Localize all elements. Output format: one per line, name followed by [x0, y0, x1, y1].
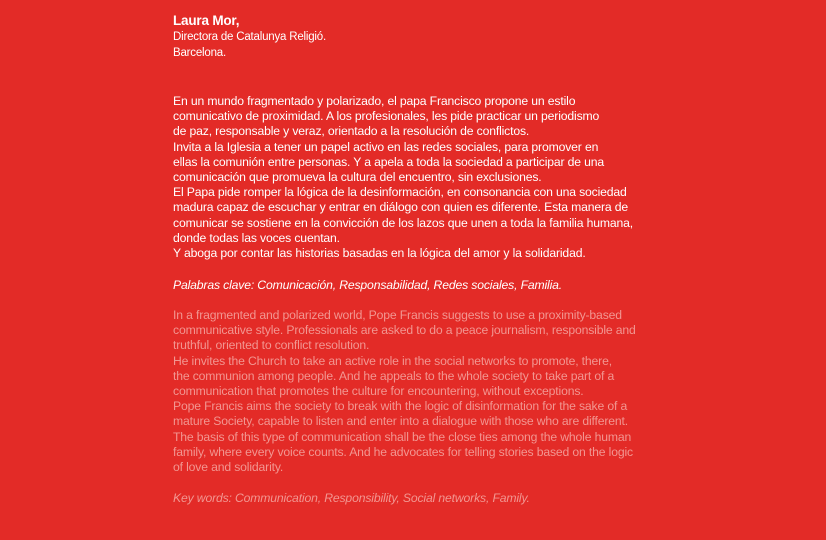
abstract-line: ellas la comunión entre personas. Y a apela a toda la sociedad a participar de una	[173, 154, 605, 169]
abstract-line: The basis of this type of communication shall be the close ties among the whole human	[173, 429, 632, 444]
abstract-line: mature Society, capable to listen and enter into a dialogue with those who are different.	[173, 414, 629, 429]
abstract-line: comunicativo de proximidad. A los profesionales, les pide practicar un periodismo	[173, 109, 600, 124]
abstract-line: of love and solidarity.	[173, 460, 284, 475]
author-name: Laura Mor,	[173, 13, 240, 28]
abstract-line: El Papa pide romper la lógica de la desinformación, en consonancia con una sociedad	[173, 185, 627, 200]
abstract-english	[173, 308, 693, 475]
abstract-line: truthful, oriented to conflict resolution.	[173, 338, 370, 353]
abstract-line: de paz, responsable y veraz, orientado a la resolución de conflictos.	[173, 124, 530, 139]
abstract-line: Pope Francis aims the society to break with the logic of disinformation for the sake of a	[173, 399, 628, 414]
abstract-line: Y aboga por contar las historias basadas en la lógica del amor y la solidaridad.	[173, 246, 586, 261]
abstract-line: communication that promotes the culture for encountering, without exceptions.	[173, 384, 584, 399]
author-city: Barcelona.	[173, 46, 226, 59]
abstract-line: En un mundo fragmentado y polarizado, el papa Francisco propone un estilo	[173, 94, 576, 108]
author-role: Directora de Catalunya Religió.	[173, 31, 326, 43]
keywords-spanish: Palabras clave: Comunicación, Responsabilidad, Redes sociales, Familia.	[173, 278, 563, 292]
abstract-line: donde todas las voces cuentan.	[173, 230, 340, 245]
abstract-line: communicative style. Professionals are asked to do a peace journalism, responsible and	[173, 323, 636, 338]
abstract-line: comunicar se sostiene en la convicción de los lazos que unen a toda la familia humana,	[173, 215, 633, 230]
abstract-line: the communion among people. And he appeals to the whole society to take part of a	[173, 368, 615, 383]
abstract-line: Invita a la Iglesia a tener un papel activo en las redes sociales, para promover en	[173, 139, 599, 154]
abstract-line: madura capaz de escuchar y entrar en diálogo con quien es diferente. Esta manera de	[173, 200, 629, 215]
abstract-spanish	[173, 94, 693, 261]
abstract-line: family, where every voice counts. And he advocates for telling stories based on the logic	[173, 444, 633, 459]
keywords-english: Key words: Communication, Responsibility, Social networks, Family.	[173, 491, 530, 505]
abstract-line: He invites the Church to take an active role in the social networks to promote, there,	[173, 353, 612, 368]
abstract-line: In a fragmented and polarized world, Pope Francis suggests to use a proximity-based	[173, 308, 622, 322]
abstract-line: comunicación que promueva la cultura del encuentro, sin exclusiones.	[173, 170, 542, 185]
author-block	[173, 12, 693, 61]
